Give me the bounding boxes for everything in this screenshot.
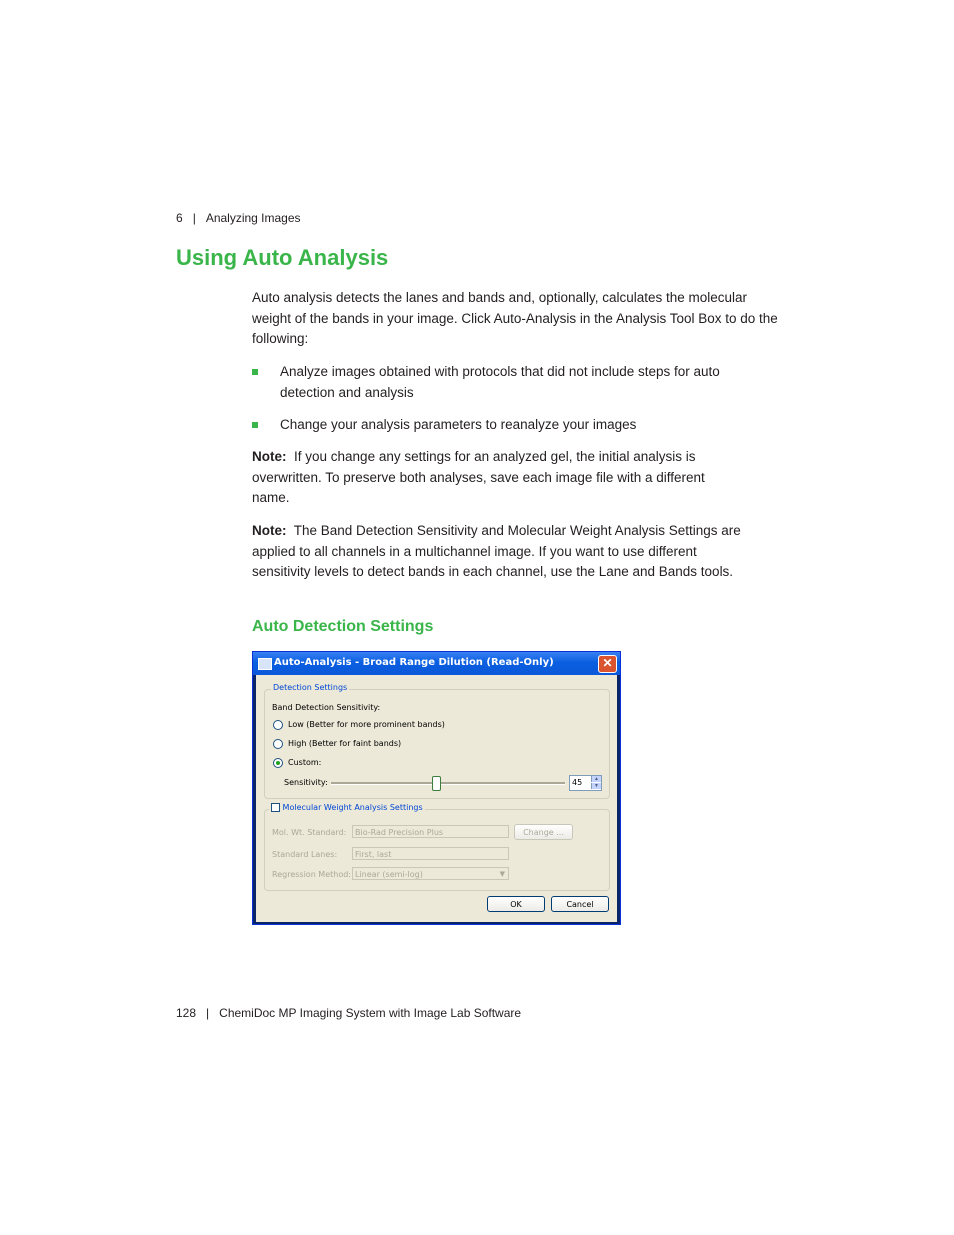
chapter-title: Analyzing Images — [205, 211, 301, 225]
chevron-down-icon[interactable]: ▼ — [499, 870, 505, 878]
sensitivity-heading: Band Detection Sensitivity: — [272, 703, 381, 712]
mw-settings-label: Molecular Weight Analysis Settings — [282, 803, 423, 812]
bullet-item — [252, 415, 772, 436]
note-label: Note: — [252, 449, 287, 464]
bullet-marker — [252, 369, 258, 375]
mw-standard-label: Mol. Wt. Standard: — [272, 828, 347, 837]
mw-settings-group — [264, 803, 610, 891]
auto-analysis-dialog — [252, 651, 621, 925]
change-button[interactable]: Change ... — [514, 824, 573, 840]
page-number: 128 — [176, 1006, 197, 1020]
sensitivity-label: Sensitivity: — [284, 778, 328, 787]
mw-standard-field[interactable]: Bio-Rad Precision Plus — [352, 825, 509, 838]
dialog-title: Auto-Analysis - Broad Range Dilution (Read-Only) — [274, 657, 554, 668]
regression-value: Linear (semi-log) — [355, 870, 423, 879]
page-footer: 128 | ChemiDoc MP Imaging System with Image Lab Software — [176, 1006, 522, 1020]
standard-lanes-field[interactable]: First, last — [352, 847, 509, 860]
note-text: The Band Detection Sensitivity and Molecular Weight Analysis Settings are applied to all channels in a multichannel image. If you want to use different sensitivity levels to detect bands in each channel, use the Lane and Bands tools. — [252, 523, 741, 579]
sensitivity-value: 45 — [572, 778, 583, 787]
detection-settings-group — [264, 683, 610, 799]
standard-lanes-label: Standard Lanes: — [272, 850, 338, 859]
radio-high-label: High (Better for faint bands) — [288, 739, 402, 748]
regression-select[interactable] — [352, 867, 509, 880]
bullet-marker — [252, 422, 258, 428]
radio-low[interactable] — [273, 720, 283, 730]
mw-settings-legend — [269, 803, 425, 812]
sensitivity-slider-track[interactable] — [331, 782, 565, 785]
book-title: ChemiDoc MP Imaging System with Image Lab Software — [219, 1006, 522, 1020]
intro-paragraph: Auto analysis detects the lanes and bands and, optionally, calculates the molecular weight of the bands in your image. Click Auto-Analysis in the Analysis Tool Box to do the following: — [252, 290, 778, 346]
bullet-text: Analyze images obtained with protocols that did not include steps for auto detection and analysis — [280, 364, 720, 400]
regression-label: Regression Method: — [272, 870, 351, 879]
mw-checkbox[interactable] — [271, 803, 280, 812]
app-icon — [258, 658, 272, 670]
close-icon[interactable]: ✕ — [598, 655, 617, 673]
radio-low-label: Low (Better for more prominent bands) — [288, 720, 445, 729]
section-title: Using Auto Analysis — [176, 245, 389, 270]
running-header: 6 | Analyzing Images — [176, 211, 301, 225]
detection-settings-legend: Detection Settings — [273, 683, 348, 692]
note-paragraph — [252, 521, 747, 583]
chapter-number: 6 — [176, 211, 183, 225]
radio-custom[interactable] — [273, 758, 283, 768]
note-text: If you change any settings for an analyzed gel, the initial analysis is overwritten. To preserve both analyses, save each image file with a different name. — [252, 449, 705, 505]
cancel-button[interactable]: Cancel — [551, 896, 609, 912]
dialog-titlebar[interactable] — [253, 652, 620, 675]
sensitivity-spinner[interactable] — [569, 775, 602, 791]
radio-high[interactable] — [273, 739, 283, 749]
radio-custom-label: Custom: — [288, 758, 322, 767]
subsection-title: Auto Detection Settings — [252, 618, 434, 635]
spin-down-icon[interactable]: ▼ — [591, 783, 601, 789]
spin-up-icon[interactable]: ▲ — [591, 776, 601, 782]
dialog-body — [256, 675, 617, 922]
ok-button[interactable]: OK — [487, 896, 545, 912]
note-paragraph — [252, 447, 742, 509]
bullet-text: Change your analysis parameters to reanalyze your images — [280, 417, 637, 432]
bullet-item — [252, 362, 772, 404]
sensitivity-slider-thumb[interactable] — [432, 776, 441, 791]
note-label: Note: — [252, 523, 287, 538]
